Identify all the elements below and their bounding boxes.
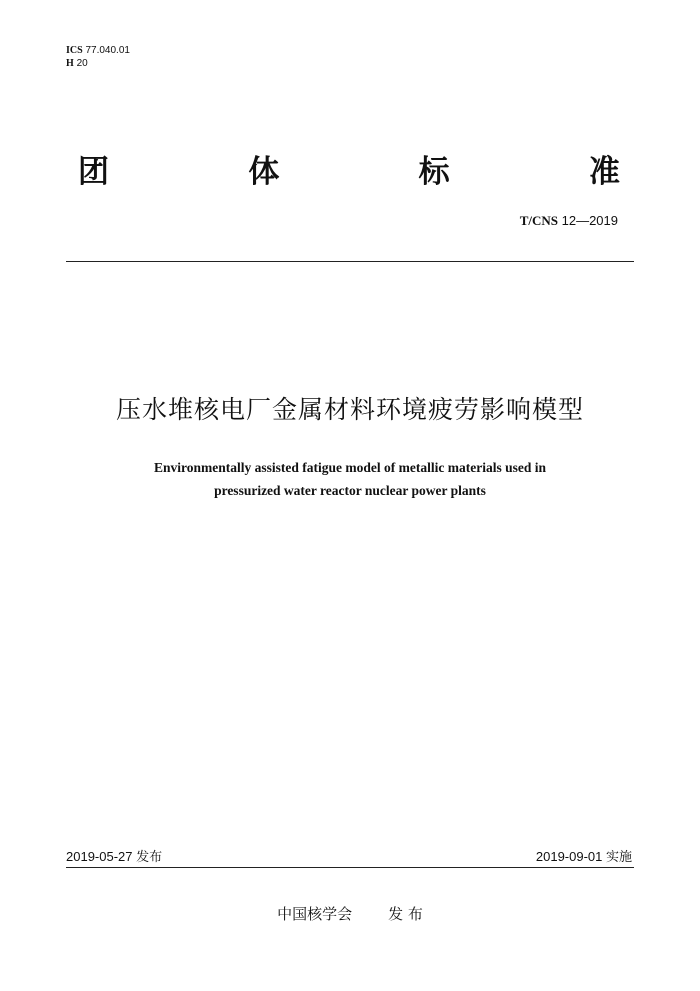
ccs-value: 20 <box>76 58 88 69</box>
standard-type-char: 体 <box>248 154 280 190</box>
english-title-line-2: pressurized water reactor nuclear power plants <box>214 483 486 498</box>
ccs-label: H <box>66 58 74 69</box>
ics-value: 77.040.01 <box>85 45 130 56</box>
publisher-name: 中国核学会 <box>277 905 353 923</box>
standard-number <box>520 213 618 229</box>
publisher-action: 发 布 <box>388 905 423 923</box>
implementation-date: 2019-09-01 实施 <box>535 849 632 864</box>
bottom-divider <box>66 867 634 868</box>
issue-date: 2019-05-27 发布 <box>66 849 163 864</box>
english-title-line-1: Environmentally assisted fatigue model of metallic materials used in <box>154 460 546 475</box>
standard-type-heading <box>78 146 620 190</box>
ics-label: ICS <box>66 45 83 56</box>
standard-number-value: 12—2019 <box>561 213 618 228</box>
standard-type-char: 标 <box>418 154 450 190</box>
top-divider <box>66 261 634 262</box>
publisher-line <box>0 903 700 924</box>
standard-number-prefix: T/CNS <box>519 213 558 228</box>
ics-code <box>66 44 130 57</box>
standard-type-char: 团 <box>78 154 109 190</box>
document-title-chinese: 压水堆核电厂金属材料环境疲劳影响模型 <box>115 395 584 424</box>
standard-type-char: 准 <box>588 154 620 190</box>
classification-codes <box>66 44 130 70</box>
document-title-english <box>60 456 640 502</box>
ccs-code <box>66 57 130 70</box>
